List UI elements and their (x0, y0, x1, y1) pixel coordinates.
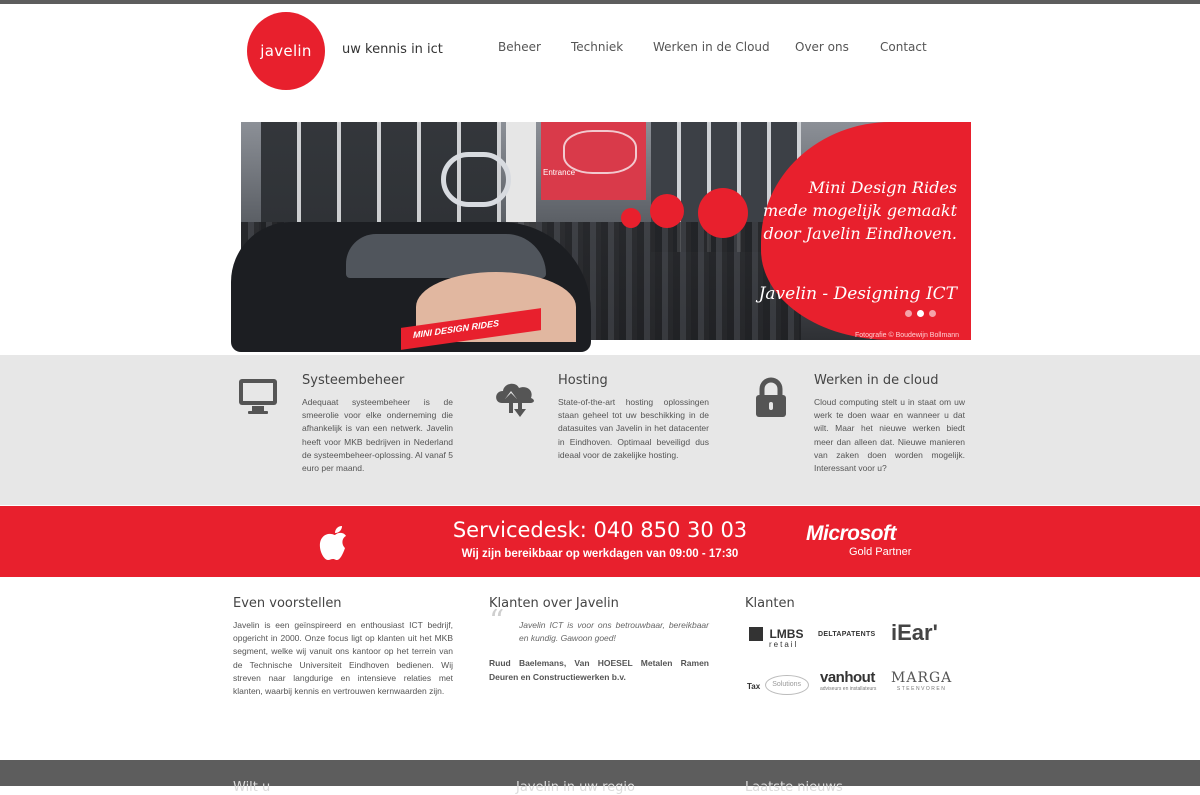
hero-photo-entrance-banner (541, 122, 646, 200)
client-name: vanhout (820, 669, 875, 686)
service-text: Adequaat systeembeheer is de smeerolie voor elke onderneming die afhankelijk is van een netwerk. Javelin heeft voor MKB bedrijven in Nederland de systeembeheer-oplossing. Al vanaf 5 euro per maand. (302, 397, 453, 474)
service-text: State-of-the-art hosting oplossingen staan geheel tot uw beschikking in de datasuites van Javelin in het datacenter in Eindhoven. Optimaal beveiligd dus ideaal voor de zakelijke hosting. (558, 397, 709, 460)
client-logo-tax-solutions[interactable] (747, 675, 809, 695)
hero-headline-line: mede mogelijk gemaakt (762, 201, 957, 220)
client-logo-vanhout[interactable] (820, 669, 876, 692)
nav-item-werken-in-de-cloud[interactable]: Werken in de Cloud (653, 40, 770, 54)
quote-mark-icon: “ (489, 604, 505, 639)
clients-title: Klanten (745, 596, 795, 611)
client-sub: Solutions (765, 675, 809, 695)
testimonial-quote (489, 604, 709, 645)
client-sub: adviseurs en installateurs (820, 686, 877, 692)
client-name: LMBS (769, 627, 804, 641)
testimonial-author: Ruud Baelemans, Van HOESEL Metalen Ramen Deuren en Constructiewerken b.v. (489, 658, 709, 682)
client-logo-iear[interactable]: iEar' (891, 620, 938, 645)
servicedesk-hours: Wij zijn bereikbaar op werkdagen van 09:00 - 17:30 (461, 548, 739, 560)
client-name: MARGA (891, 670, 953, 686)
hero-pager (905, 310, 936, 317)
footer-heading: Javelin in uw regio (516, 780, 635, 795)
hero-pager-dot-active[interactable] (917, 310, 924, 317)
client-logo-marga[interactable] (891, 670, 952, 692)
hero-headline-line: Mini Design Rides (808, 178, 957, 197)
hero-headline-line: door Javelin Eindhoven. (763, 224, 957, 243)
footer (0, 760, 1200, 795)
testimonial-quote-text: Javelin ICT is voor ons betrouwbaar, bereikbaar en kundig. Gawoon goed! (519, 620, 709, 644)
javelin-logo[interactable]: javelin (247, 12, 325, 90)
lmbs-mark-icon (749, 627, 763, 641)
hero-photo-car-window (346, 234, 546, 278)
client-sub: retail (769, 640, 799, 649)
hero-photo-credit: Fotografie © Boudewijn Bollmann (855, 332, 959, 339)
clients-column (745, 596, 965, 709)
tagline: uw kennis in ict (342, 42, 443, 57)
testimonial-column (489, 596, 709, 684)
service-title: Hosting (558, 373, 608, 388)
nav-item-beheer[interactable]: Beheer (498, 40, 541, 54)
microsoft-partner-level: Gold Partner (849, 546, 912, 558)
footer-heading: Wilt u (233, 780, 271, 795)
hero-photo-sculpture (441, 152, 511, 207)
main-nav (0, 40, 1200, 60)
about-text: Javelin is een geïnspireerd en enthousiast ICT bedrijf, opgericht in 2000. Onze focus ligt op klanten uit het MKB segment, welke wij vanuit ons kantoor op het terrein van de Technische Universiteit Eindhoven bedienen. Wij streven naar langdurige en intensieve relaties met klanten, waarbij kennis en vertrouwen kernwaarden zijn. (233, 620, 453, 697)
nav-item-over-ons[interactable]: Over ons (795, 40, 849, 54)
hero-entrance-sign: Entrance (543, 168, 576, 177)
nav-item-techniek[interactable]: Techniek (571, 40, 624, 54)
hero-slider[interactable] (241, 122, 963, 340)
about-column (233, 596, 453, 698)
client-logos (745, 619, 955, 709)
hero-pager-dot[interactable] (905, 310, 912, 317)
footer-heading: Laatste nieuws (745, 780, 843, 795)
client-sub: STEENVOREN (896, 686, 947, 692)
hero-pager-dot[interactable] (929, 310, 936, 317)
hero-car-text: MINI DESIGN RIDES (413, 318, 500, 341)
monitor-icon (238, 377, 278, 417)
microsoft-logo: Microsoft (806, 522, 896, 545)
header (0, 4, 1200, 114)
hero-decor-dot-medium (650, 194, 684, 228)
client-logo-deltapatents[interactable]: DELTAPATENTS (818, 631, 876, 638)
hero-slogan: Javelin - Designing ICT (758, 284, 957, 304)
service-text: Cloud computing stelt u in staat om uw werk te doen waar en wanneer u dat wilt. Maar het nieuwe werken biedt meer dan alleen dat. Nieuwe manieren van zaken doen worden mogelijk. Interessant voor u? (814, 397, 965, 474)
service-title: Systeembeheer (302, 373, 405, 388)
servicedesk-phone[interactable]: Servicedesk: 040 850 30 03 (452, 518, 748, 542)
nav-item-contact[interactable]: Contact (880, 40, 927, 54)
lock-icon (754, 377, 788, 419)
service-title: Werken in de cloud (814, 373, 939, 388)
hero-decor-dot-small (621, 208, 641, 228)
testimonial-title: Klanten over Javelin (489, 596, 619, 611)
servicedesk-band (0, 506, 1200, 577)
services-section (0, 355, 1200, 505)
client-name: Tax (747, 682, 761, 692)
hero-decor-dot-large (698, 188, 748, 238)
client-logo-lmbs[interactable] (749, 625, 803, 649)
hero-headline (763, 176, 957, 245)
cloud-transfer-icon (492, 377, 538, 417)
about-title: Even voorstellen (233, 596, 342, 611)
